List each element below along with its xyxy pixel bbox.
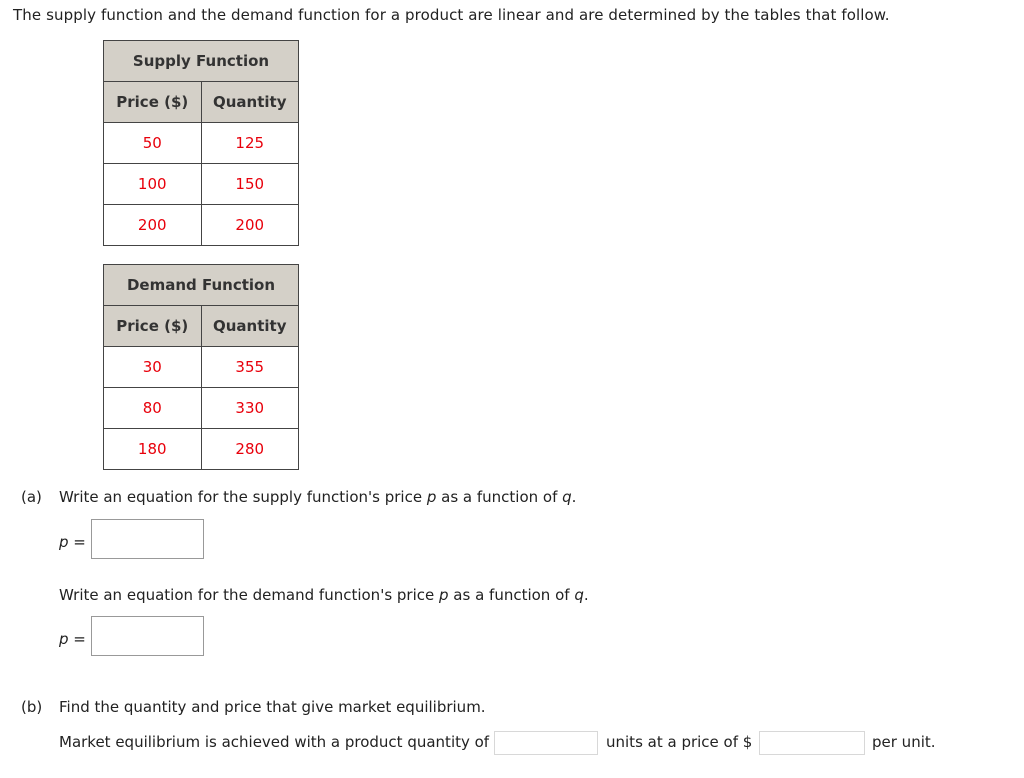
prompt-text: .: [571, 488, 577, 506]
supply-quantity-cell: 150: [201, 164, 299, 205]
equilibrium-sentence-start: Market equilibrium is achieved with a product quantity of: [59, 733, 490, 751]
table-row: [104, 123, 299, 164]
var-q: q: [562, 488, 572, 506]
supply-quantity-cell: 125: [201, 123, 299, 164]
part-b-label: (b): [21, 698, 43, 716]
demand-price-cell: 30: [104, 347, 202, 388]
demand-quantity-cell: 355: [201, 347, 299, 388]
table-row: [104, 388, 299, 429]
demand-quantity-cell: 280: [201, 429, 299, 470]
supply-table-title: Supply Function: [104, 41, 299, 82]
demand-table-title: Demand Function: [104, 265, 299, 306]
prompt-text: as a function of: [448, 586, 575, 604]
equilibrium-sentence-end: per unit.: [872, 733, 936, 751]
equilibrium-price-input[interactable]: [759, 731, 865, 755]
supply-price-cell: 200: [104, 205, 202, 246]
prompt-text: .: [583, 586, 589, 604]
demand-function-table: [103, 264, 299, 470]
supply-quantity-cell: 200: [201, 205, 299, 246]
supply-equation-prompt: [59, 488, 576, 506]
supply-quantity-header: Quantity: [201, 82, 299, 123]
supply-price-header: Price ($): [104, 82, 202, 123]
supply-price-cell: 100: [104, 164, 202, 205]
equilibrium-sentence-mid: units at a price of $: [606, 733, 753, 751]
problem-intro: The supply function and the demand function for a product are linear and are determined by the tables that follow.: [13, 6, 890, 24]
supply-function-table: [103, 40, 299, 246]
table-row: [104, 429, 299, 470]
equilibrium-quantity-input[interactable]: [494, 731, 598, 755]
var-p: p: [59, 630, 69, 648]
equilibrium-question: Find the quantity and price that give market equilibrium.: [59, 698, 486, 716]
table-row: [104, 164, 299, 205]
prompt-text: as a function of: [436, 488, 563, 506]
demand-price-cell: 180: [104, 429, 202, 470]
var-p: p: [426, 488, 437, 506]
equals-sign: =: [68, 533, 86, 551]
supply-equation-input[interactable]: [91, 519, 204, 559]
demand-quantity-cell: 330: [201, 388, 299, 429]
var-p: p: [439, 586, 449, 604]
supply-price-cell: 50: [104, 123, 202, 164]
var-p: p: [59, 533, 69, 551]
table-row: [104, 205, 299, 246]
demand-price-cell: 80: [104, 388, 202, 429]
equals-sign: =: [68, 630, 86, 648]
demand-equation-input[interactable]: [91, 616, 204, 656]
var-q: q: [574, 586, 584, 604]
supply-p-label: [59, 533, 86, 551]
table-row: [104, 347, 299, 388]
demand-equation-prompt: [59, 586, 589, 604]
prompt-text: Write an equation for the supply function's price: [59, 488, 427, 506]
demand-price-header: Price ($): [104, 306, 202, 347]
demand-quantity-header: Quantity: [201, 306, 299, 347]
demand-p-label: [59, 630, 86, 648]
prompt-text: Write an equation for the demand function's price: [59, 586, 439, 604]
part-a-label: (a): [21, 488, 42, 506]
